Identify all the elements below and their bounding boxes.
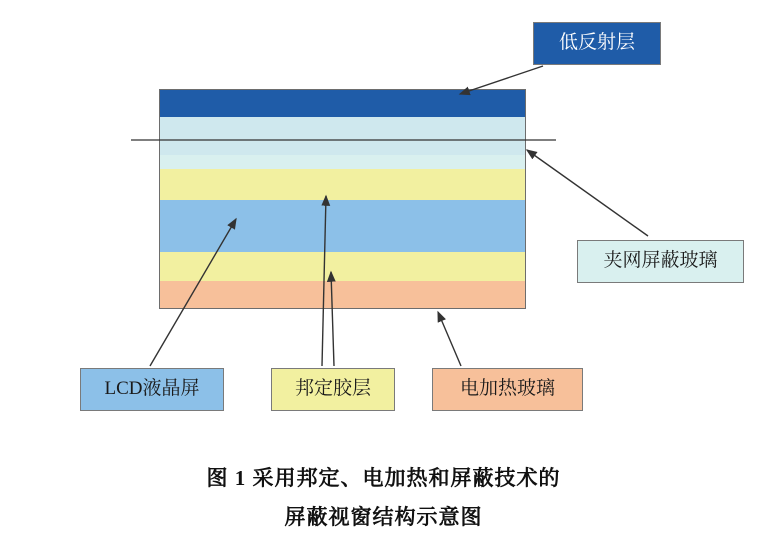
callout-bonding-adhesive-label: 邦定胶层 xyxy=(294,378,371,400)
figure-caption-line1: 图 1 采用邦定、电加热和屏蔽技术的 xyxy=(206,466,561,490)
callout-lcd-screen-label: LCD液晶屏 xyxy=(104,378,200,400)
layer-anti-glare xyxy=(159,117,526,155)
callout-low-reflection-label: 低反射层 xyxy=(558,32,635,54)
layer-electric-heating-glass xyxy=(159,281,526,309)
callout-bonding-adhesive[interactable] xyxy=(271,368,395,411)
callout-mesh-shield-glass[interactable] xyxy=(577,240,744,283)
layer-mesh-shielding-glass xyxy=(159,155,526,169)
layer-bonding-adhesive-lower xyxy=(159,252,526,281)
layer-lcd-panel xyxy=(159,200,526,252)
figure-caption-line2: 屏蔽视窗结构示意图 xyxy=(284,505,483,529)
callout-low-reflection[interactable] xyxy=(533,22,661,65)
callout-mesh-shield-glass-label: 夹网屏蔽玻璃 xyxy=(603,250,718,272)
layer-low-reflection-coating xyxy=(159,89,526,117)
callout-heating-glass-label: 电加热玻璃 xyxy=(459,378,555,400)
callout-lcd-screen[interactable] xyxy=(80,368,224,411)
callout-heating-glass[interactable] xyxy=(432,368,583,411)
leader-heating-glass xyxy=(438,312,461,366)
layer-bonding-adhesive-upper xyxy=(159,169,526,200)
leader-mesh-shield xyxy=(527,150,648,236)
